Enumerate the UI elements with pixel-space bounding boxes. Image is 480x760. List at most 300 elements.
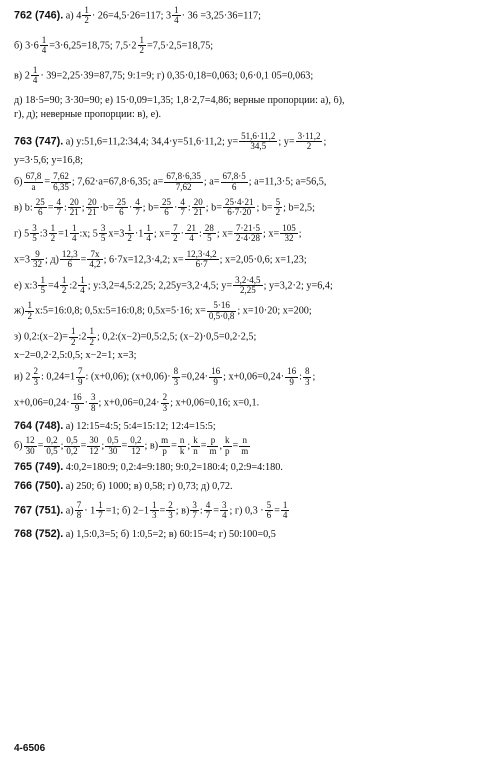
text-run: ; b=2,5; <box>283 202 315 214</box>
fraction-numerator: 0,2 <box>130 436 142 446</box>
fraction-denominator: 8 <box>76 510 82 521</box>
text-run: ·b= <box>99 202 114 214</box>
fraction <box>138 36 147 56</box>
fraction-numerator: 1 <box>80 275 85 285</box>
fraction <box>38 276 47 296</box>
fraction-denominator: 3 <box>152 510 157 521</box>
text-run: = <box>121 440 128 452</box>
fraction-numerator: 105 <box>282 223 296 233</box>
fraction-numerator: 9 <box>31 250 44 260</box>
fraction <box>220 501 229 521</box>
fraction-denominator: 2 <box>27 310 32 321</box>
fraction-numerator: 16 <box>211 367 221 377</box>
fraction-denominator: 21 <box>69 207 79 218</box>
fraction <box>96 501 105 521</box>
fraction-denominator: 4 <box>174 15 179 26</box>
fraction <box>171 224 180 244</box>
solution-line <box>14 250 470 270</box>
text-run: ; b= <box>142 202 159 214</box>
fraction-numerator: 2 <box>33 367 38 377</box>
text-run: ; в) <box>144 440 159 452</box>
text-run: · 1 <box>84 504 96 516</box>
text-run: x=3 <box>14 254 30 266</box>
text-run: б) 3·6 <box>14 40 39 52</box>
fraction-denominator: 4 <box>41 45 47 56</box>
text-run: ; y= <box>278 136 295 148</box>
fraction-denominator: 3 <box>304 376 310 387</box>
fraction-denominator: p <box>162 445 167 456</box>
fraction-denominator: m <box>241 445 249 456</box>
solution-line <box>14 36 470 56</box>
fraction-numerator: 0,5 <box>107 436 119 446</box>
solution-line <box>14 351 470 361</box>
text-run: ; x+0,06=0,16; x=0,1. <box>170 397 260 409</box>
fraction <box>191 436 200 456</box>
fraction-denominator: 21 <box>193 207 203 218</box>
fraction-denominator: 2 <box>127 233 132 244</box>
fraction-numerator: 1 <box>32 65 38 75</box>
text-run: ; b= <box>205 202 222 214</box>
solutions-text <box>14 6 470 540</box>
text-run: а) 12:15=4:5; 5:4=15:12; 12:4=15:5; <box>63 421 216 433</box>
fraction-numerator: p <box>207 436 218 446</box>
text-run: ; 7,62·a=67,8·6,35; a= <box>71 176 164 188</box>
fraction-denominator: 2 <box>173 233 178 244</box>
text-run: ; a= <box>203 176 220 188</box>
text-run: ж) <box>14 305 25 317</box>
fraction-denominator: 30 <box>108 445 118 456</box>
fraction-numerator: 4 <box>180 197 185 207</box>
fraction-denominator: 2 <box>50 233 56 244</box>
fraction-numerator: 28 <box>204 223 214 233</box>
fraction-denominator: 0,2 <box>66 445 78 456</box>
fraction <box>159 436 170 456</box>
fraction <box>221 172 248 192</box>
text-run: = <box>200 440 207 452</box>
text-run: = <box>44 176 51 188</box>
fraction-denominator: 7 <box>180 207 185 218</box>
text-run: =7,5·2,5=18,75; <box>147 40 214 52</box>
fraction <box>82 6 91 26</box>
problem-number: 766 (750). <box>14 481 64 493</box>
fraction <box>87 250 102 270</box>
text-run: =3·6,25=18,75; 7,5·2 <box>49 40 137 52</box>
fraction <box>31 66 40 86</box>
fraction <box>164 172 203 192</box>
fraction <box>172 6 181 26</box>
text-run: ; г) 0,3 · <box>229 504 264 516</box>
text-run: = <box>37 440 44 452</box>
fraction <box>192 198 205 218</box>
fraction-denominator: 2 <box>89 336 94 347</box>
fraction-denominator: 5 <box>207 233 212 244</box>
fraction-denominator: 6 <box>37 207 43 218</box>
fraction <box>87 436 100 456</box>
text-run: =0,24· <box>181 371 209 383</box>
solution-line <box>14 96 470 106</box>
fraction <box>99 224 108 244</box>
fraction-denominator: 4 <box>146 233 151 244</box>
fraction-numerator: 67,8·6,35 <box>166 172 201 182</box>
fraction <box>89 393 98 413</box>
fraction-numerator: 1 <box>282 500 288 510</box>
text-run: =1; б) 2−1 <box>105 504 150 516</box>
fraction-numerator: 1 <box>71 327 76 337</box>
fraction-denominator: a <box>31 181 36 192</box>
fraction-numerator: 5·16 <box>207 301 237 311</box>
fraction-numerator: 7,62 <box>53 172 69 182</box>
fraction <box>161 393 170 413</box>
fraction-numerator: 1 <box>152 500 157 510</box>
text-run: з) 0,2:(x−2)= <box>14 331 68 343</box>
text-run: = <box>171 440 177 452</box>
fraction <box>75 501 84 521</box>
fraction-numerator: m <box>161 436 169 446</box>
text-run: x=3 <box>108 228 125 240</box>
solution-line <box>14 198 470 218</box>
solution-line <box>14 6 470 26</box>
text-run: y=3·5,6; y=16,8; <box>14 155 83 166</box>
fraction-numerator: 16 <box>72 393 82 403</box>
fraction <box>285 367 298 387</box>
fraction-denominator: 2 <box>71 336 76 347</box>
fraction-numerator: 25·4·21 <box>224 197 254 207</box>
text-run: =4 <box>47 279 59 291</box>
solution-line <box>14 132 470 152</box>
fraction <box>185 250 219 270</box>
fraction-denominator: 2 <box>275 207 281 218</box>
text-run: ; x= <box>263 228 280 240</box>
fraction-denominator: 21 <box>87 207 97 218</box>
solution-line <box>14 501 470 521</box>
fraction-denominator: 7 <box>205 510 211 521</box>
fraction-denominator: 2 <box>84 15 89 26</box>
text-run: x+0,06=0,24· <box>14 397 70 409</box>
fraction <box>54 198 63 218</box>
fraction <box>209 367 222 387</box>
problem-number: 764 (748). <box>14 421 64 433</box>
fraction-numerator: 12,3 <box>61 249 78 259</box>
fraction <box>280 224 298 244</box>
text-run: ; <box>101 440 105 452</box>
fraction-denominator: p <box>225 445 230 456</box>
fraction-numerator: k <box>225 436 230 446</box>
fraction <box>87 327 96 347</box>
fraction-numerator: 1 <box>89 327 94 337</box>
fraction-numerator: 1 <box>61 275 67 285</box>
fraction <box>133 198 142 218</box>
fraction <box>207 436 218 456</box>
fraction-numerator: 0,2 <box>46 436 58 446</box>
fraction <box>223 436 232 456</box>
fraction-denominator: 6 <box>119 207 124 218</box>
fraction-denominator: 9 <box>289 376 294 387</box>
text-run: , <box>219 440 223 452</box>
text-run: · <box>180 228 184 240</box>
fraction-denominator: 3 <box>173 376 179 387</box>
fraction-numerator: 1 <box>98 500 103 510</box>
text-run: ; x= <box>216 228 234 240</box>
fraction-denominator: 3 <box>168 510 173 521</box>
fraction-denominator: m <box>209 445 217 456</box>
solution-line <box>14 462 470 473</box>
fraction-numerator: 8 <box>304 367 310 377</box>
fraction <box>166 501 175 521</box>
solution-line <box>14 276 470 296</box>
text-run: в) 2 <box>14 70 30 82</box>
text-run: · 36 =3,25·36=117; <box>181 10 261 22</box>
solution-line <box>14 393 470 413</box>
fraction-numerator: 1 <box>146 223 151 233</box>
fraction-numerator: 1 <box>84 6 89 15</box>
problem-number: 765 (749). <box>14 462 64 474</box>
fraction <box>51 172 71 192</box>
fraction-denominator: 7 <box>98 510 103 521</box>
fraction-numerator: 3 <box>100 223 106 233</box>
fraction-denominator: 32 <box>32 259 42 270</box>
text-run: ; <box>187 440 191 452</box>
text-run: ; y:3,2=4,5:2,25; 2,25y=3,2·4,5; y= <box>87 279 233 291</box>
fraction-denominator: 4 <box>221 510 227 521</box>
fraction-numerator: 7x <box>87 250 102 260</box>
fraction-numerator: 5 <box>275 197 281 207</box>
text-run: ; <box>323 136 327 148</box>
text-run: x−2=0,2·2,5:0,5; x−2=1; x=3; <box>14 351 137 362</box>
fraction-numerator: n <box>239 436 250 446</box>
fraction-numerator: 51,6·11,2 <box>241 132 276 142</box>
fraction-denominator: 2 <box>61 285 67 296</box>
fraction-denominator: 4 <box>189 233 194 244</box>
fraction-numerator: 16 <box>287 367 297 377</box>
text-run: : (x+0,06); (x+0,06)· <box>85 371 171 383</box>
fraction-numerator: 25 <box>161 197 171 207</box>
fraction <box>125 224 134 244</box>
text-run: ; x+0,06=0,24· <box>98 397 160 409</box>
text-run: б) <box>14 440 23 452</box>
fraction-denominator: n <box>193 445 198 456</box>
fraction-denominator: 30 <box>25 445 35 456</box>
text-run: : <box>199 504 203 516</box>
fraction <box>234 224 262 244</box>
text-run: ; x= <box>153 228 171 240</box>
fraction-denominator: 0,5·0,8 <box>208 310 235 321</box>
fraction <box>115 198 128 218</box>
text-run: е) x:3 <box>14 279 38 291</box>
fraction <box>128 436 143 456</box>
fraction-numerator: 20 <box>87 197 97 207</box>
fraction <box>25 301 34 321</box>
fraction <box>190 501 199 521</box>
fraction <box>60 250 80 270</box>
problem-number: 768 (752). <box>14 528 64 540</box>
fraction-denominator: 6 <box>164 207 169 218</box>
fraction-numerator: 3 <box>32 223 37 233</box>
fraction-numerator: 8 <box>173 367 179 377</box>
text-run: ; b= <box>256 202 273 214</box>
fraction-numerator: 21 <box>186 223 196 233</box>
fraction-denominator: 2 <box>306 141 312 152</box>
text-run: ; в) <box>175 504 190 516</box>
fraction-denominator: k <box>179 445 185 456</box>
fraction <box>265 501 274 521</box>
fraction <box>150 501 159 521</box>
text-run: · <box>84 397 89 409</box>
fraction <box>172 367 181 387</box>
text-run: : <box>198 228 202 240</box>
fraction-denominator: 9 <box>78 376 83 387</box>
fraction <box>185 224 198 244</box>
fraction-denominator: 4 <box>32 75 38 86</box>
fraction-numerator: 67,8 <box>25 172 42 182</box>
text-run: · 26=4,5·26=117; 3 <box>91 10 172 22</box>
fraction-numerator: 3·11,2 <box>297 132 321 142</box>
text-run: = <box>80 254 87 266</box>
text-run: ; 6·7x=12,3·4,2; x= <box>103 254 184 266</box>
solution-line <box>14 367 470 387</box>
fraction-numerator: 4 <box>205 500 211 510</box>
text-run: :2 <box>78 331 87 343</box>
fraction-denominator: 4 <box>72 233 77 244</box>
text-run: = <box>274 504 280 516</box>
fraction-numerator: 3 <box>221 500 227 510</box>
fraction <box>24 436 37 456</box>
fraction-denominator: 6 <box>231 181 237 192</box>
text-run: =1 <box>58 228 69 240</box>
text-run: = <box>213 504 219 516</box>
problem-number: 767 (751). <box>14 503 64 516</box>
fraction-denominator: 4 <box>80 285 85 296</box>
fraction-numerator: 1 <box>50 223 56 233</box>
fraction <box>40 36 49 56</box>
fraction <box>274 198 283 218</box>
fraction <box>60 276 69 296</box>
fraction-denominator: 7,62 <box>175 181 192 192</box>
fraction-numerator: 3 <box>192 500 197 510</box>
fraction-numerator: 3,2·4,5 <box>235 275 261 285</box>
text-run: = <box>47 202 54 214</box>
fraction <box>32 367 41 387</box>
fraction-numerator: 1 <box>27 301 32 311</box>
fraction <box>86 198 99 218</box>
fraction-denominator: 9 <box>213 376 218 387</box>
solution-line <box>14 481 470 492</box>
fraction-denominator: 4 <box>282 510 288 521</box>
fraction-numerator: 12,3·4,2 <box>186 249 217 259</box>
fraction-numerator: 4 <box>56 197 61 207</box>
fraction-numerator: k <box>193 436 198 446</box>
fraction-denominator: 7 <box>135 207 140 218</box>
solution-line <box>14 172 470 192</box>
solution-line <box>14 327 470 347</box>
fraction-numerator: 7 <box>78 367 83 377</box>
fraction-denominator: 3 <box>162 402 168 413</box>
fraction <box>233 276 263 296</box>
text-run: ; y=3,2·2; y=6,4; <box>263 279 333 291</box>
fraction-numerator: 12 <box>25 436 35 446</box>
solution-line <box>14 110 470 120</box>
fraction <box>204 501 213 521</box>
text-run: ; x=10·20; x=200; <box>237 305 312 317</box>
fraction <box>49 224 58 244</box>
text-run: в) b: <box>14 202 33 214</box>
fraction-numerator: 20 <box>193 197 203 207</box>
text-run: ·1 <box>134 228 144 240</box>
fraction-denominator: 2,25 <box>239 285 256 296</box>
text-run: ; <box>312 371 316 383</box>
fraction <box>207 301 237 321</box>
text-run: : 0,24=1 <box>41 371 76 383</box>
fraction <box>76 367 85 387</box>
fraction-denominator: 32 <box>284 233 294 244</box>
fraction-numerator: 67,8·5 <box>222 172 246 182</box>
fraction-numerator: 4 <box>135 197 140 207</box>
fraction-numerator: 0,5 <box>66 436 78 446</box>
text-run: ; 0,2:(x−2)=0,5:2,5; (x−2)·0,5=0,2·2,5; <box>96 331 257 343</box>
solution-line <box>14 66 470 86</box>
fraction-numerator: 20 <box>69 197 79 207</box>
text-run: = <box>232 440 239 452</box>
text-run: : <box>63 202 67 214</box>
text-run: г), д); неверные пропорции: в), е). <box>14 109 162 120</box>
solution-line <box>14 224 470 244</box>
fraction <box>64 436 79 456</box>
fraction-numerator: 2 <box>162 393 168 403</box>
fraction-numerator: 1 <box>127 223 132 233</box>
text-run: а) y:51,6=11,2:34,4; 34,4·y=51,6·11,2; y= <box>63 136 239 148</box>
fraction-denominator: 5 <box>100 233 106 244</box>
fraction <box>239 436 250 456</box>
text-run: : <box>299 371 302 383</box>
text-run: x:5=16:0,8; 0,5x:5=16:0,8; 0,5x=5·16; x= <box>34 305 206 317</box>
fraction <box>78 276 87 296</box>
fraction <box>44 436 59 456</box>
fraction-denominator: 4,2 <box>89 259 101 270</box>
text-run: и) 2 <box>14 371 31 383</box>
text-run: : <box>187 202 191 214</box>
fraction-numerator: 30 <box>89 436 99 446</box>
solution-line <box>14 529 470 540</box>
fraction <box>178 436 187 456</box>
fraction-numerator: 25 <box>35 197 45 207</box>
page-footer-code: 4-6506 <box>14 743 46 754</box>
fraction-numerator: 2 <box>168 500 173 510</box>
fraction-numerator: 1 <box>41 35 47 45</box>
fraction-denominator: 6·7·20 <box>227 207 252 218</box>
fraction-numerator: 1 <box>72 223 77 233</box>
fraction-numerator: 7 <box>76 500 82 510</box>
fraction-denominator: 6·7 <box>195 259 208 270</box>
fraction-numerator: 7·21·5 <box>236 223 261 233</box>
fraction-denominator: 0,5 <box>46 445 58 456</box>
fraction-denominator: 5 <box>40 285 45 296</box>
fraction <box>296 132 323 152</box>
text-run: · <box>173 202 178 214</box>
solution-line <box>14 301 470 321</box>
fraction <box>223 198 256 218</box>
fraction-denominator: 7 <box>192 510 197 521</box>
fraction <box>239 132 277 152</box>
text-run: ; <box>298 228 302 240</box>
fraction-denominator: 34,5 <box>250 141 267 152</box>
text-run: · <box>128 202 133 214</box>
solution-line <box>14 421 470 432</box>
text-run: ; a=11,3·5; a=56,5, <box>248 176 327 188</box>
problem-number: 762 (746). <box>14 9 64 22</box>
text-run: ; x=2,05·0,6; x=1,23; <box>219 254 307 266</box>
text-run: ; x+0,06=0,24· <box>223 371 285 383</box>
fraction-numerator: 1 <box>139 35 145 45</box>
text-run: :x; 5 <box>79 228 98 240</box>
